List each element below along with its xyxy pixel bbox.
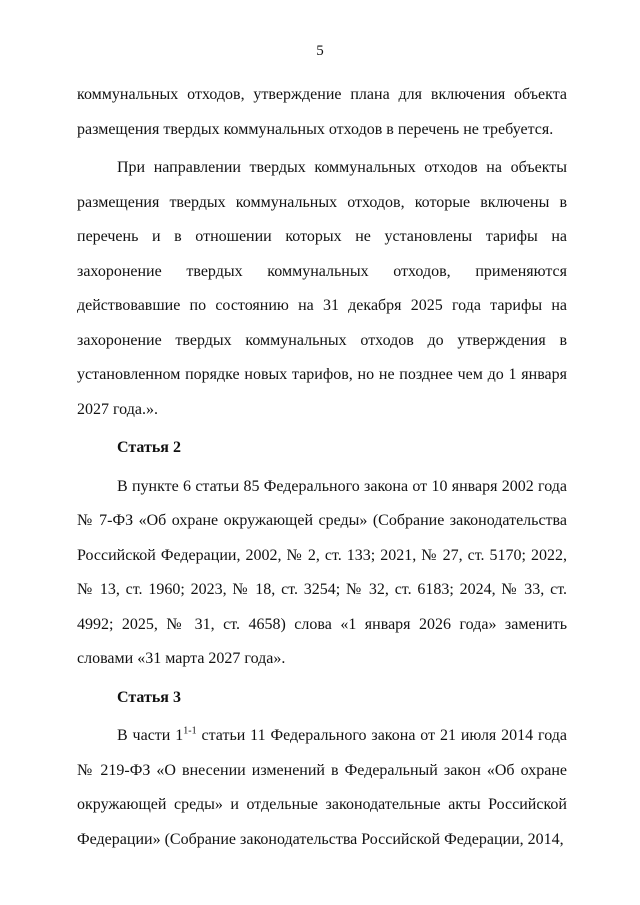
paragraph-tariffs: При направлении твердых коммунальных отходов на объекты размещения твердых коммунальных отходов, которые включены в перечень и в отношении которых не установлены тарифы на захоронение твердых коммунальных отходов, применяются действовавшие по состоянию на 31 декабря 2025 года тарифы на захоронение твердых коммунальных отходов до утверждения в установленном порядке новых тарифов, но не позднее чем до 1 января 2027 года.». xyxy=(77,159,567,418)
document-body xyxy=(77,78,567,857)
page-number: 5 xyxy=(316,43,324,59)
superscript-1-1: 1-1 xyxy=(183,725,197,737)
paragraph-article-3 xyxy=(77,719,567,857)
article-3-text-start: В части 1 xyxy=(117,727,184,744)
paragraph-article-2: В пункте 6 статьи 85 Федерального закона от 10 января 2002 года № 7-ФЗ «Об охране окружающей среды» (Собрание законодательства Российской Федерации, 2002, № 2, ст. 133; 2021, № 27, ст. 5170; 2022, № 13, ст. 1960; 2023, № 18, ст. 3254; № 32, ст. 6183; 2024, № 33, ст. 4992; 2025, № 31, ст. 4658) слова «1 января 2026 года» заменить словами «31 марта 2027 года». xyxy=(77,477,567,667)
article-3-heading: Статья 3 xyxy=(117,688,181,706)
paragraph-continuation: коммунальных отходов, утверждение плана для включения объекта размещения твердых коммунальных отходов в перечень не требуется. xyxy=(77,86,567,138)
article-3-text-rest: статьи 11 Федерального закона от 21 июля 2014 года № 219-ФЗ «О внесении изменений в Федеральный закон «Об охране окружающей среды» и отдельные законодательные акты Российской Федерации» (Собрание законодательства Российской Федерации, 2014, xyxy=(77,727,567,848)
article-2-heading: Статья 2 xyxy=(117,439,181,456)
